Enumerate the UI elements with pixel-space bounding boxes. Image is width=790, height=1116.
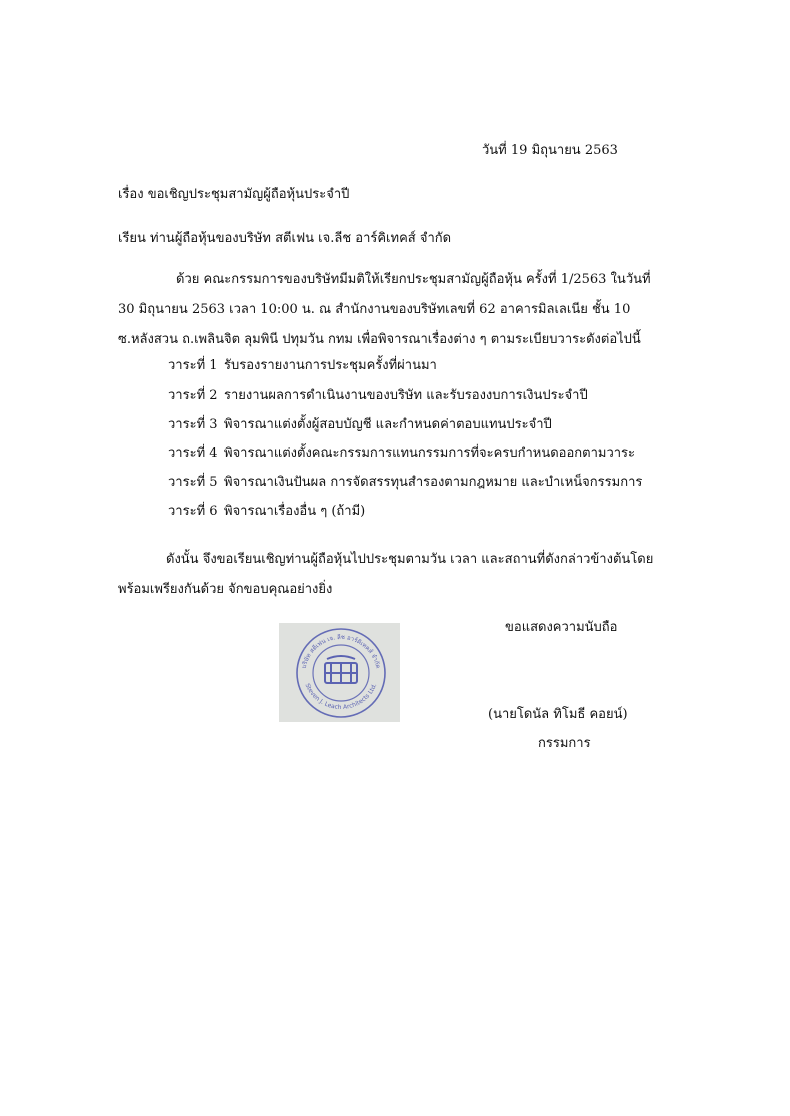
- agenda-item: [168, 473, 642, 493]
- seal-text-english: Steven J. Leach Architects Ltd.: [303, 682, 379, 712]
- letter-salutation: เรียน ท่านผู้ถือหุ้นของบริษัท สตีเฟน เจ.ลีช อาร์คิเทคส์ จำกัด: [118, 231, 452, 246]
- seal-text-thai: บริษัท สตีเฟน เจ. ลีช อาร์คิเทคส์ จำกัด: [300, 633, 382, 670]
- agenda-text: พิจารณาเรื่องอื่น ๆ (ถ้ามี): [224, 504, 366, 519]
- agenda-number: วาระที่ 2: [168, 388, 218, 403]
- agenda-item: [168, 356, 437, 376]
- agenda-text: พิจารณาแต่งตั้งผู้สอบบัญชี และกำหนดค่าตอบแทนประจำปี: [224, 417, 552, 432]
- letter-subject: เรื่อง ขอเชิญประชุมสามัญผู้ถือหุ้นประจำปี: [118, 187, 350, 202]
- agenda-item: [168, 502, 365, 522]
- signer-name: (นายโดนัล ทิโมธี คอยน์): [488, 707, 628, 722]
- svg-text:Steven J. Leach Architects Ltd: [304, 682, 379, 711]
- agenda-item: [168, 415, 552, 435]
- body-paragraph-1: ด้วย คณะกรรมการของบริษัทมีมติให้เรียกประชุมสามัญผู้ถือหุ้น ครั้งที่ 1/2563 ในวันที่ 30 มิถุนายน 2563 เวลา 10:00 น. ณ สำนักงานของบริษัทเลขที่ 62 อาคารมิลเลเนีย ชั้น 10 ซ.หลังสวน ถ.เพลินจิต ลุมพินี ปทุมวัน กทม เพื่อพิจารณาเรื่องต่าง ๆ ตามระเบียบวาระดังต่อไปนี้: [118, 272, 651, 347]
- body-paragraph-2: ดังนั้น จึงขอเรียนเชิญท่านผู้ถือหุ้นไปประชุมตามวัน เวลา และสถานที่ดังกล่าวข้างต้นโดยพร้อมเพรียงกันด้วย จักขอบคุณอย่างยิ่ง: [118, 552, 654, 597]
- company-seal-stamp: [279, 623, 400, 722]
- seal-monogram-icon: [325, 656, 357, 683]
- agenda-item: [168, 444, 635, 464]
- agenda-number: วาระที่ 5: [168, 475, 218, 490]
- letter-date: วันที่ 19 มิถุนายน 2563: [482, 143, 618, 158]
- agenda-number: วาระที่ 1: [168, 358, 218, 373]
- agenda-number: วาระที่ 3: [168, 417, 218, 432]
- agenda-text: พิจารณาเงินปันผล การจัดสรรทุนสำรองตามกฎหมาย และบำเหน็จกรรมการ: [224, 475, 643, 490]
- agenda-item: [168, 386, 588, 406]
- agenda-number: วาระที่ 6: [168, 504, 218, 519]
- signer-position: กรรมการ: [538, 736, 591, 751]
- seal-graphic: [279, 623, 400, 722]
- agenda-text: พิจารณาแต่งตั้งคณะกรรมการแทนกรรมการที่จะครบกำหนดออกตามวาระ: [224, 446, 636, 461]
- agenda-number: วาระที่ 4: [168, 446, 218, 461]
- agenda-text: รายงานผลการดำเนินงานของบริษัท และรับรองงบการเงินประจำปี: [224, 388, 588, 403]
- agenda-text: รับรองรายงานการประชุมครั้งที่ผ่านมา: [224, 358, 437, 373]
- letter-closing: ขอแสดงความนับถือ: [505, 620, 618, 635]
